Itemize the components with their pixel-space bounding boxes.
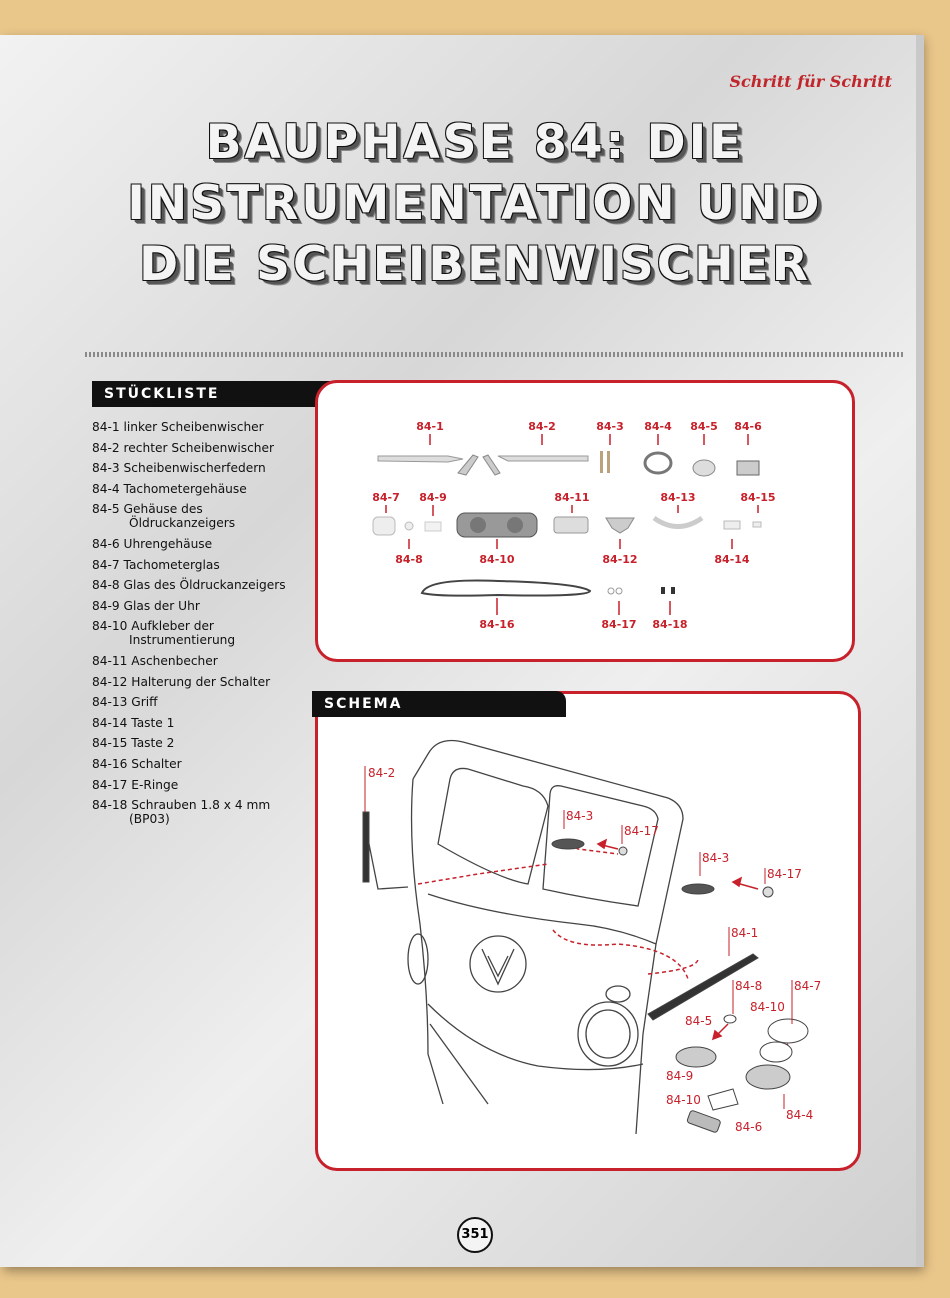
parts-list-item — [92, 420, 302, 434]
title-line-2: INSTRUMENTATION UND — [127, 176, 823, 231]
parts-item-text: 84-9 Glas der Uhr — [92, 598, 200, 613]
label-84-11: 84-11 — [554, 491, 590, 504]
parts-item-text: 84-11 Aschenbecher — [92, 653, 218, 668]
bus-drawing — [363, 741, 683, 1135]
label-84-9: 84-9 — [419, 491, 447, 504]
parts-item-text: 84-14 Taste 1 — [92, 715, 175, 730]
schema-diagram — [318, 694, 858, 1168]
parts-list-item — [92, 716, 302, 730]
parts-item-continuation: (BP03) — [129, 812, 170, 827]
parts-list-item — [92, 599, 302, 613]
parts-list-item — [92, 482, 302, 496]
schema-label-84-9: 84-9 — [666, 1069, 694, 1083]
schema-label-84-2: 84-2 — [368, 766, 396, 780]
parts-item-text: 84-4 Tachometergehäuse — [92, 481, 247, 496]
page-number: 351 — [457, 1217, 493, 1253]
label-84-18: 84-18 — [652, 618, 688, 631]
title-line-1: BAUPHASE 84: DIE — [205, 115, 745, 170]
parts-list-item — [92, 736, 302, 750]
section-kicker: Schritt für Schritt — [729, 72, 892, 91]
parts-list-item — [92, 558, 302, 572]
parts-photo — [318, 383, 852, 659]
parts-item-text: 84-17 E-Ringe — [92, 777, 179, 792]
parts-list-item — [92, 675, 302, 689]
schema-label-84-8: 84-8 — [735, 979, 763, 993]
label-84-5: 84-5 — [690, 420, 718, 433]
parts-heading: STÜCKLISTE — [92, 381, 486, 407]
parts-item-continuation: Instrumentierung — [129, 633, 236, 648]
label-84-4: 84-4 — [644, 420, 672, 433]
parts-list-item — [92, 757, 302, 771]
parts-list-item — [92, 778, 302, 792]
parts-item-text: 84-1 linker Scheibenwischer — [92, 420, 264, 434]
parts-list-item — [92, 502, 302, 530]
parts-item-text: 84-12 Halterung der Schalter — [92, 674, 271, 689]
label-84-12: 84-12 — [602, 553, 638, 566]
parts-item-text: 84-2 rechter Scheibenwischer — [92, 440, 275, 455]
schema-label-84-1: 84-1 — [731, 926, 759, 940]
divider-rule — [85, 352, 905, 357]
label-84-3: 84-3 — [596, 420, 624, 433]
schema-label-84-3a: 84-3 — [566, 809, 594, 823]
label-84-14: 84-14 — [714, 553, 750, 566]
parts-item-text: 84-7 Tachometerglas — [92, 557, 220, 572]
label-84-17: 84-17 — [601, 618, 637, 631]
label-84-8: 84-8 — [395, 553, 423, 566]
parts-item-text: 84-6 Uhrengehäuse — [92, 536, 213, 551]
schema-label-84-4: 84-4 — [786, 1108, 814, 1122]
parts-item-text: 84-18 Schrauben 1.8 x 4 mm — [92, 798, 271, 813]
parts-list-item — [92, 654, 302, 668]
parts-item-text: 84-5 Gehäuse des — [92, 502, 203, 517]
parts-list-item — [92, 578, 302, 592]
schema-label-84-17a: 84-17 — [624, 824, 659, 838]
parts-item-text: 84-13 Griff — [92, 695, 158, 710]
title-line-3: DIE SCHEIBENWISCHER — [139, 237, 811, 292]
parts-list — [92, 420, 302, 833]
parts-list-item — [92, 441, 302, 455]
schema-label-84-6: 84-6 — [735, 1120, 763, 1134]
schema-parts — [363, 812, 808, 1133]
label-84-16: 84-16 — [479, 618, 515, 631]
label-84-7: 84-7 — [372, 491, 400, 504]
label-84-6: 84-6 — [734, 420, 762, 433]
label-84-10: 84-10 — [479, 553, 515, 566]
parts-photo-box — [315, 380, 855, 662]
label-84-1: 84-1 — [416, 420, 444, 433]
label-84-2: 84-2 — [528, 420, 556, 433]
schema-heading: SCHEMA — [312, 691, 566, 717]
label-84-13: 84-13 — [660, 491, 696, 504]
dashed-guides — [418, 840, 698, 979]
parts-list-item — [92, 695, 302, 709]
page-edge — [916, 35, 924, 1267]
schema-label-84-10b: 84-10 — [666, 1093, 701, 1107]
parts-item-text: 84-10 Aufkleber der — [92, 619, 214, 634]
schema-label-84-7: 84-7 — [794, 979, 822, 993]
parts-list-item — [92, 537, 302, 551]
parts-list-item — [92, 461, 302, 475]
schema-label-84-10a: 84-10 — [750, 1000, 785, 1014]
schema-label-84-3b: 84-3 — [702, 851, 730, 865]
parts-item-text: 84-8 Glas des Öldruckanzeigers — [92, 578, 286, 593]
parts-item-text: 84-3 Scheibenwischerfedern — [92, 461, 266, 476]
parts-item-continuation: Öldruckanzeigers — [129, 516, 236, 531]
parts-item-text: 84-15 Taste 2 — [92, 736, 175, 751]
page-title — [60, 112, 890, 295]
label-84-15: 84-15 — [740, 491, 776, 504]
parts-shapes — [373, 451, 761, 596]
schema-label-84-5: 84-5 — [685, 1014, 713, 1028]
schema-label-84-17b: 84-17 — [767, 867, 802, 881]
schema-box — [315, 691, 861, 1171]
parts-list-item — [92, 798, 302, 826]
parts-list-item — [92, 619, 302, 647]
parts-item-text: 84-16 Schalter — [92, 756, 182, 771]
